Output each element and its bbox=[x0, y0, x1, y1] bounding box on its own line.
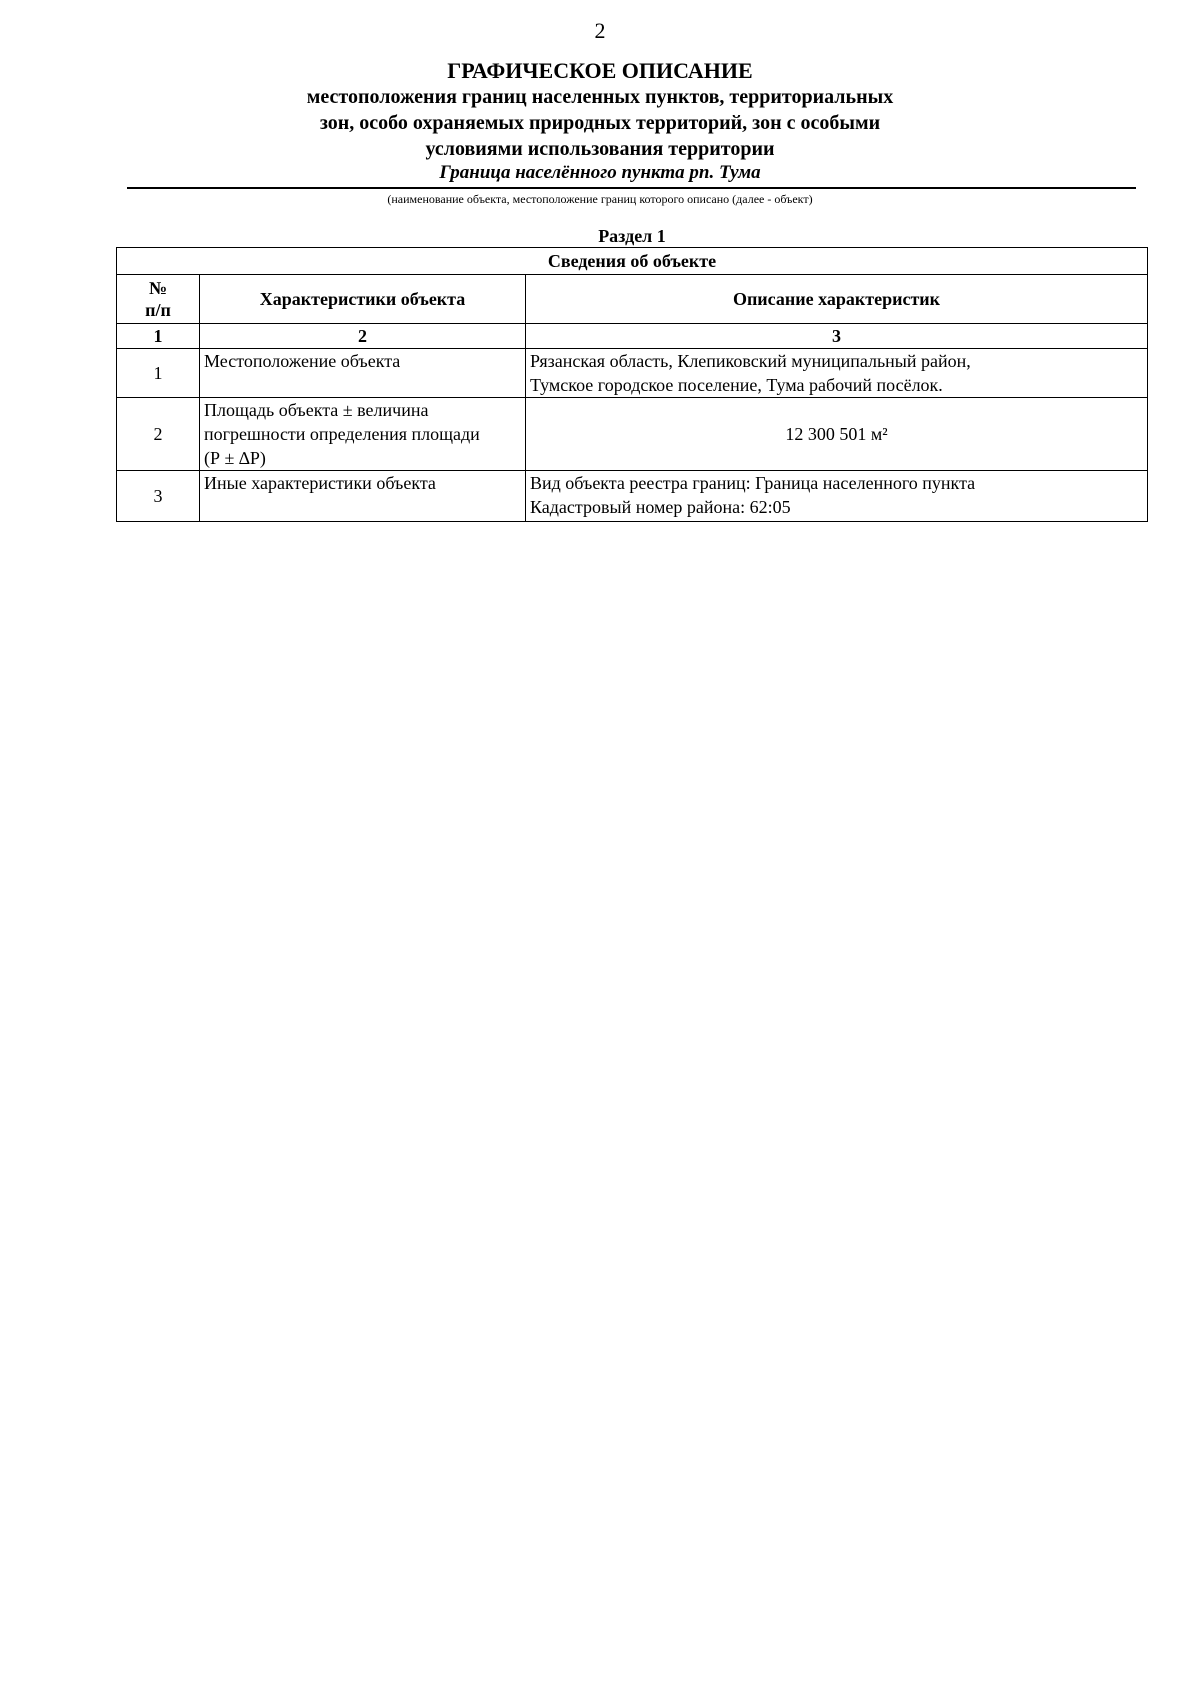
column-index: 2 bbox=[200, 324, 526, 349]
object-name: Граница населённого пункта рп. Тума bbox=[439, 162, 761, 183]
row-description bbox=[526, 398, 1148, 471]
table-header-row bbox=[117, 275, 1148, 324]
row-number: 3 bbox=[117, 471, 200, 522]
table-row bbox=[117, 471, 1148, 522]
header-number bbox=[117, 275, 200, 324]
row-number: 2 bbox=[117, 398, 200, 471]
object-caption: (наименование объекта, местоположение границ которого описано (далее - объект) bbox=[387, 192, 813, 206]
document-subtitle-line: местоположения границ населенных пунктов, территориальных bbox=[306, 86, 894, 108]
characteristic-line: погрешности определения площади bbox=[204, 424, 480, 444]
characteristic-line: Местоположение объекта bbox=[204, 351, 401, 371]
document-subtitle-line: условиями использования территории bbox=[425, 138, 775, 160]
description-line: 12 300 501 м² bbox=[785, 423, 888, 444]
description-line: Кадастровый номер района: 62:05 bbox=[530, 497, 791, 517]
characteristic-line: Иные характеристики объекта bbox=[204, 473, 436, 493]
header-number-line: п/п bbox=[145, 300, 171, 320]
table-row bbox=[117, 349, 1148, 398]
row-number: 1 bbox=[117, 349, 200, 398]
table-caption-row bbox=[117, 248, 1148, 275]
row-description bbox=[526, 471, 1148, 522]
document-title: ГРАФИЧЕСКОЕ ОПИСАНИЕ bbox=[447, 58, 753, 83]
document-subtitle-line: зон, особо охраняемых природных территорий, зон с особыми bbox=[319, 112, 881, 134]
description-line: Рязанская область, Клепиковский муниципальный район, bbox=[530, 351, 971, 371]
row-characteristic bbox=[200, 471, 526, 522]
object-info-table bbox=[116, 247, 1148, 522]
header-description: Описание характеристик bbox=[526, 275, 1148, 324]
characteristic-line: (Р ± ∆Р) bbox=[204, 448, 266, 468]
column-index: 1 bbox=[117, 324, 200, 349]
description-line: Вид объекта реестра границ: Граница населенного пункта bbox=[530, 473, 976, 493]
section-title: Раздел 1 bbox=[598, 226, 666, 246]
column-index-row bbox=[117, 324, 1148, 349]
page-number: 2 bbox=[594, 18, 606, 43]
description-line: Тумское городское поселение, Тума рабочий посёлок. bbox=[530, 375, 943, 395]
column-index: 3 bbox=[526, 324, 1148, 349]
document-heading bbox=[0, 58, 1200, 162]
characteristic-line: Площадь объекта ± величина bbox=[204, 400, 429, 420]
row-description bbox=[526, 349, 1148, 398]
table-row bbox=[117, 398, 1148, 471]
header-characteristics: Характеристики объекта bbox=[200, 275, 526, 324]
header-number-line: № bbox=[148, 278, 168, 298]
row-characteristic bbox=[200, 398, 526, 471]
object-name-underline bbox=[127, 187, 1136, 189]
table-caption: Сведения об объекте bbox=[117, 248, 1148, 275]
row-characteristic bbox=[200, 349, 526, 398]
